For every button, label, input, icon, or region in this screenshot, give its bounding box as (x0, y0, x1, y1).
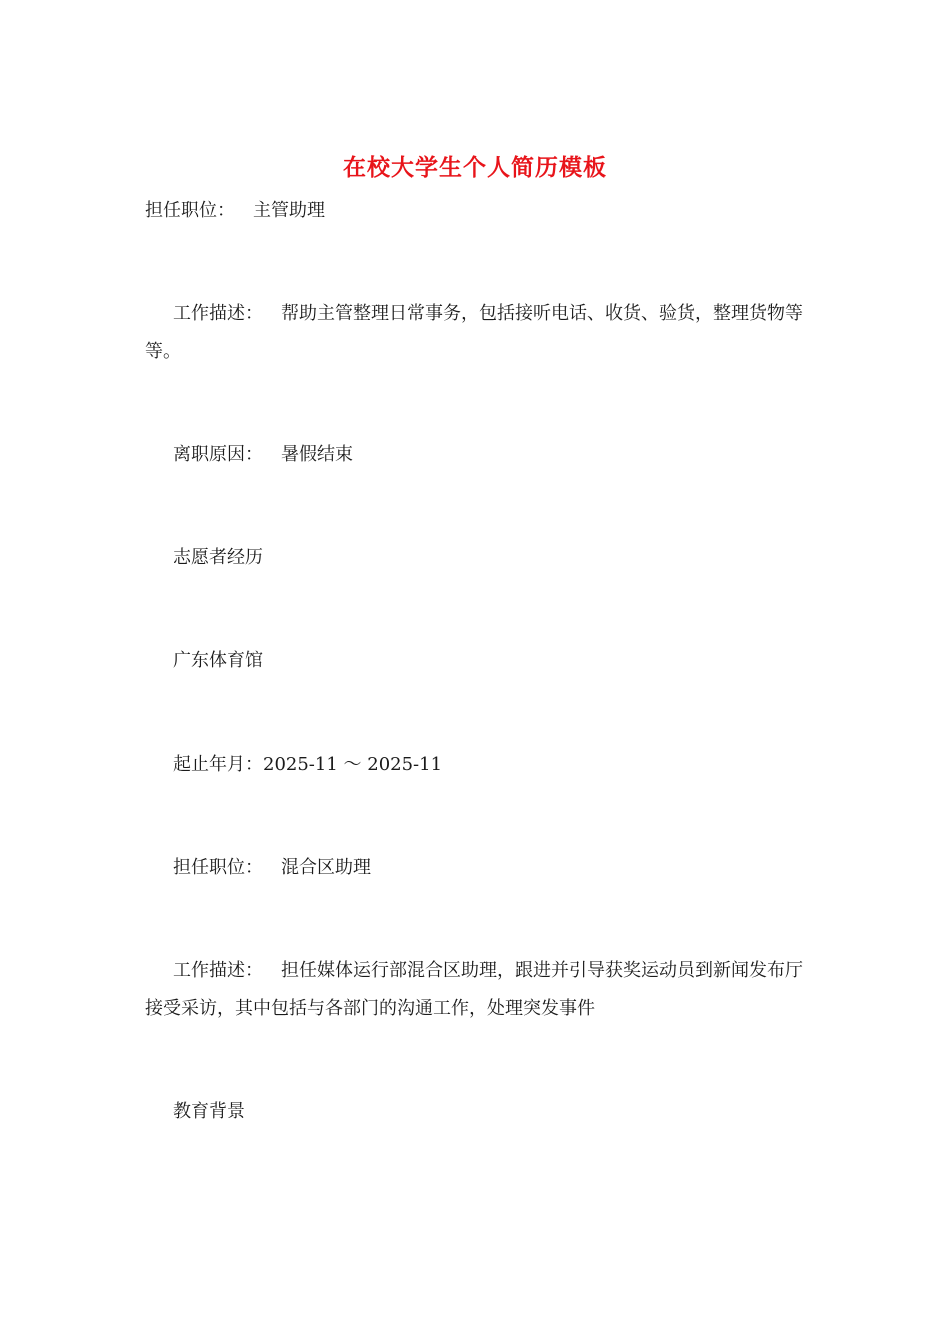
education-heading: 教育背景 (173, 1101, 245, 1122)
position-value-1: 主管助理 (253, 200, 325, 221)
position-label-2: 担任职位： (173, 857, 263, 878)
venue-name: 广东体育馆 (173, 650, 263, 671)
position-value-2: 混合区助理 (281, 857, 371, 878)
position-line-1 (145, 192, 325, 230)
period-line (173, 746, 442, 784)
work-description-2 (145, 952, 805, 1028)
leave-reason-label: 离职原因： (173, 444, 263, 465)
work-description-1 (145, 295, 805, 371)
leave-reason-value: 暑假结束 (281, 444, 353, 465)
description-label-1: 工作描述： (173, 303, 263, 324)
volunteer-heading: 志愿者经历 (173, 547, 263, 568)
period-value: 2025-11 ～ 2025-11 (263, 754, 443, 775)
description-value-1: 帮助主管整理日常事务，包括接听电话、收货、验货，整理货物等等。 (145, 303, 803, 362)
period-label: 起止年月： (173, 754, 263, 775)
position-line-2 (173, 849, 371, 887)
position-label-1: 担任职位： (145, 200, 235, 221)
leave-reason-line (173, 436, 353, 474)
page-title: 在校大学生个人简历模板 (343, 154, 607, 181)
description-value-2: 担任媒体运行部混合区助理，跟进并引导获奖运动员到新闻发布厅接受采访，其中包括与各部门的沟通工作，处理突发事件 (145, 960, 803, 1019)
description-label-2: 工作描述： (173, 960, 263, 981)
